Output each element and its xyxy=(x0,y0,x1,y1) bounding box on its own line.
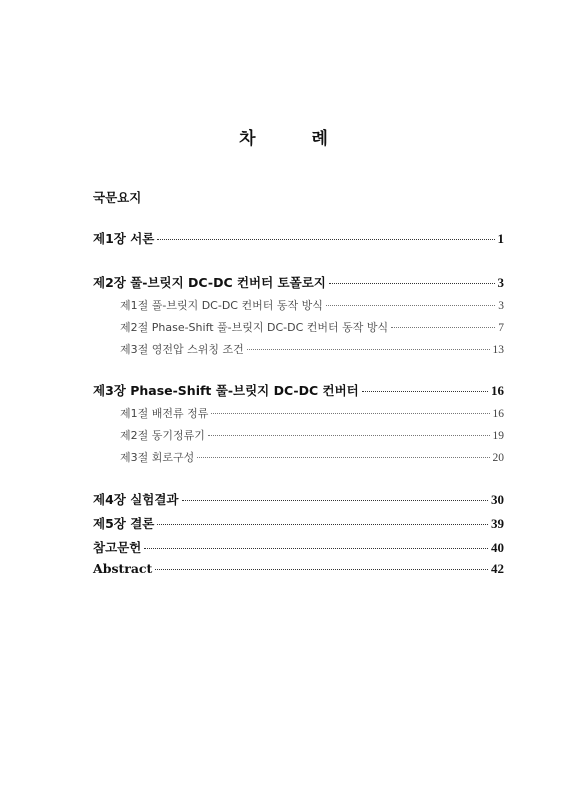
toc-page-number: 1 xyxy=(497,231,504,246)
toc-entry-label: 제1장 서론 xyxy=(93,231,155,246)
toc-entry-label: 제5장 결론 xyxy=(93,516,155,531)
toc-entry-chapter-2 xyxy=(93,273,504,291)
toc-entry-label: 제3절 영전압 스위칭 조건 xyxy=(120,343,244,356)
dot-leader xyxy=(197,457,489,458)
toc-entry-label: 제2절 Phase-Shift 풀-브릿지 DC-DC 컨버터 동작 방식 xyxy=(120,321,389,334)
toc-entry-label: 참고문헌 xyxy=(93,540,142,555)
dot-leader xyxy=(155,569,488,570)
toc-entry-label: 제2장 풀-브릿지 DC-DC 컨버터 토폴로지 xyxy=(93,275,326,290)
toc-entry-chapter-1 xyxy=(93,229,504,247)
title-char-2: 례 xyxy=(311,129,328,149)
toc-entry-chapter-4 xyxy=(93,490,504,508)
toc-page-number: 42 xyxy=(491,561,504,576)
toc-entry-section-3-3 xyxy=(120,449,504,465)
dot-leader xyxy=(329,283,495,284)
toc-page-number: 16 xyxy=(492,408,504,420)
toc-page-number: 30 xyxy=(491,492,504,507)
toc-page-number: 20 xyxy=(492,452,504,464)
toc-entry-references xyxy=(93,538,504,556)
dot-leader xyxy=(144,548,488,549)
toc-entry-label: Abstract xyxy=(93,561,153,576)
toc-entry-label: 제2절 동기정류기 xyxy=(120,429,205,442)
page-title xyxy=(0,124,567,149)
dot-leader xyxy=(157,524,488,525)
korean-abstract-heading: 국문요지 xyxy=(93,190,142,205)
dot-leader xyxy=(208,435,490,436)
toc-entry-label: 제3절 회로구성 xyxy=(120,451,195,464)
toc-page-number: 19 xyxy=(492,430,504,442)
toc-entry-chapter-5 xyxy=(93,514,504,532)
dot-leader xyxy=(247,349,490,350)
dot-leader xyxy=(211,413,489,414)
toc-page-number: 16 xyxy=(491,383,504,398)
toc-page-number: 3 xyxy=(498,300,504,312)
dot-leader xyxy=(391,327,495,328)
toc-entry-section-3-1 xyxy=(120,405,504,421)
toc-entry-chapter-3 xyxy=(93,381,504,399)
toc-entry-label: 제1절 배전류 정류 xyxy=(120,407,209,420)
dot-leader xyxy=(326,305,495,306)
toc-page-number: 13 xyxy=(492,344,504,356)
dot-leader xyxy=(182,500,489,501)
toc-entry-label: 제4장 실험결과 xyxy=(93,492,179,507)
toc-entry-label: 제3장 Phase-Shift 풀-브릿지 DC-DC 컨버터 xyxy=(93,383,359,398)
toc-entry-abstract xyxy=(93,561,504,577)
toc-entry-section-3-2 xyxy=(120,427,504,443)
toc-page-number: 39 xyxy=(491,516,504,531)
toc-entry-section-2-1 xyxy=(120,297,504,313)
title-char-1: 차 xyxy=(239,129,256,149)
toc-entry-section-2-2 xyxy=(120,319,504,335)
toc-page-number: 40 xyxy=(491,540,504,555)
dot-leader xyxy=(362,391,488,392)
toc-entry-section-2-3 xyxy=(120,341,504,357)
toc-page-number: 7 xyxy=(498,322,504,334)
toc-page-number: 3 xyxy=(497,275,504,290)
dot-leader xyxy=(157,239,494,240)
toc-entry-label: 제1절 풀-브릿지 DC-DC 컨버터 동작 방식 xyxy=(120,299,323,312)
